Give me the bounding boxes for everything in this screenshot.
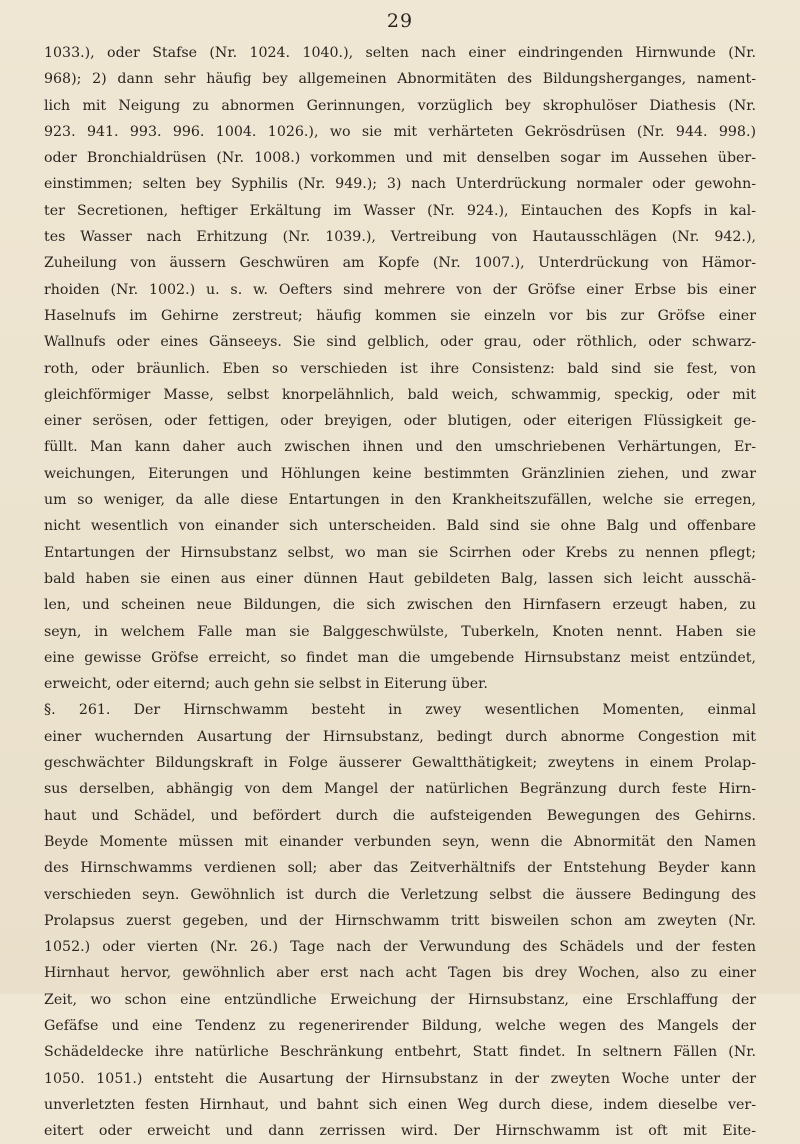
text-line: des Hirnschwamms verdienen soll; aber das Zeitverhältnifs der Entstehung Beyder kann	[44, 860, 756, 877]
text-line: 923. 941. 993. 996. 1004. 1026.), wo sie mit verhärteten Gekrösdrüsen (Nr. 944. 998.)	[44, 123, 756, 140]
text-line: Beyde Momente müssen mit einander verbunden seyn, wenn die Abnormität den Namen	[44, 833, 756, 850]
text-line: len, und scheinen neue Bildungen, die sich zwischen den Hirnfasern erzeugt haben, zu	[44, 597, 756, 614]
text-line: Schädeldecke ihre natürliche Beschränkung entbehrt, Statt findet. In seltnern Fällen (Nr.	[44, 1044, 756, 1061]
text-line: verschieden seyn. Gewöhnlich ist durch die Verletzung selbst die äussere Bedingung des	[44, 886, 756, 903]
text-line: oder Bronchialdrüsen (Nr. 1008.) vorkommen und mit denselben sogar im Aussehen über-	[44, 150, 756, 167]
text-line: 968); 2) dann sehr häufig bey allgemeinen Abnormitäten des Bildungsherganges, nament-	[44, 71, 756, 88]
text-line: Prolapsus zuerst gegeben, und der Hirnschwamm tritt bisweilen schon am zweyten (Nr.	[44, 912, 756, 929]
text-line: lich mit Neigung zu abnormen Gerinnungen, vorzüglich bey skrophulöser Diathesis (Nr.	[44, 97, 756, 114]
text-line: Wallnufs oder eines Gänseeys. Sie sind gelblich, oder grau, oder röthlich, oder schwarz-	[44, 334, 756, 351]
text-line: Zuheilung von äussern Geschwüren am Kopfe (Nr. 1007.), Unterdrückung von Hämor-	[44, 255, 756, 272]
text-line: Hirnhaut hervor, gewöhnlich aber erst nach acht Tagen bis drey Wochen, also zu einer	[44, 965, 756, 982]
text-line: geschwächter Bildungskraft in Folge äusserer Gewaltthätigkeit; zweytens in einem Prolap-	[44, 755, 756, 772]
text-line: einer wuchernden Ausartung der Hirnsubstanz, bedingt durch abnorme Congestion mit	[44, 728, 756, 745]
text-line: §. 261. Der Hirnschwamm besteht in zwey wesentlichen Momenten, einmal	[44, 702, 756, 719]
text-line: unverletzten festen Hirnhaut, und bahnt sich einen Weg durch diese, indem dieselbe ver-	[44, 1096, 756, 1113]
text-line: einer serösen, oder fettigen, oder breyigen, oder blutigen, oder eiterigen Flüssigkeit ge-	[44, 413, 756, 430]
text-line: Gefäfse und eine Tendenz zu regenerirender Bildung, welche wegen des Mangels der	[44, 1017, 756, 1034]
text-line: seyn, in welchem Falle man sie Balggeschwülste, Tuberkeln, Knoten nennt. Haben sie	[44, 623, 756, 640]
text-line: erweicht, oder eiternd; auch gehn sie selbst in Eiterung über.	[44, 676, 488, 693]
text-line: um so weniger, da alle diese Entartungen in den Krankheitszufällen, welche sie erregen,	[44, 492, 756, 509]
text-line: eine gewisse Gröfse erreicht, so findet man die umgebende Hirnsubstanz meist entzündet,	[44, 649, 756, 666]
text-line: 1050. 1051.) entsteht die Ausartung der Hirnsubstanz in der zweyten Woche unter der	[44, 1070, 756, 1087]
text-line: Haselnufs im Gehirne zerstreut; häufig kommen sie einzeln vor bis zur Gröfse einer	[44, 307, 756, 324]
text-line: Entartungen der Hirnsubstanz selbst, wo man sie Scirrhen oder Krebs zu nennen pflegt;	[44, 544, 756, 561]
text-line: füllt. Man kann daher auch zwischen ihnen und den umschriebenen Verhärtungen, Er-	[44, 439, 756, 456]
text-line: nicht wesentlich von einander sich unterscheiden. Bald sind sie ohne Balg und offenbare	[44, 518, 756, 535]
text-line: roth, oder bräunlich. Eben so verschieden ist ihre Consistenz: bald sind sie fest, von	[44, 360, 756, 377]
body-text	[44, 40, 756, 1144]
text-line: gleichförmiger Masse, selbst knorpelähnlich, bald weich, schwammig, speckig, oder mit	[44, 386, 756, 403]
text-line: eitert oder erweicht und dann zerrissen wird. Der Hirnschwamm ist oft mit Eite-	[44, 1123, 756, 1140]
text-line: tes Wasser nach Erhitzung (Nr. 1039.), Vertreibung von Hautausschlägen (Nr. 942.),	[44, 229, 756, 246]
text-line: sus derselben, abhängig von dem Mangel der natürlichen Begränzung durch feste Hirn-	[44, 781, 756, 798]
text-line: 1052.) oder vierten (Nr. 26.) Tage nach der Verwundung des Schädels und der festen	[44, 939, 756, 956]
text-line: haut und Schädel, und befördert durch die aufsteigenden Bewegungen des Gehirns.	[44, 807, 756, 824]
text-line: rhoiden (Nr. 1002.) u. s. w. Oefters sind mehrere von der Gröfse einer Erbse bis einer	[44, 281, 756, 298]
text-line: ter Secretionen, heftiger Erkältung im Wasser (Nr. 924.), Eintauchen des Kopfs in kal-	[44, 202, 756, 219]
text-line: weichungen, Eiterungen und Höhlungen keine bestimmten Gränzlinien ziehen, und zwar	[44, 465, 756, 482]
text-line: bald haben sie einen aus einer dünnen Haut gebildeten Balg, lassen sich leicht ausschä-	[44, 570, 756, 587]
text-line: einstimmen; selten bey Syphilis (Nr. 949.); 3) nach Unterdrückung normaler oder gewohn-	[44, 176, 756, 193]
text-line: 1033.), oder Stafse (Nr. 1024. 1040.), selten nach einer eindringenden Hirnwunde (Nr.	[44, 45, 756, 61]
text-line: Zeit, wo schon eine entzündliche Erweichung der Hirnsubstanz, eine Erschlaffung der	[44, 991, 756, 1008]
page-number: 29	[386, 10, 414, 32]
